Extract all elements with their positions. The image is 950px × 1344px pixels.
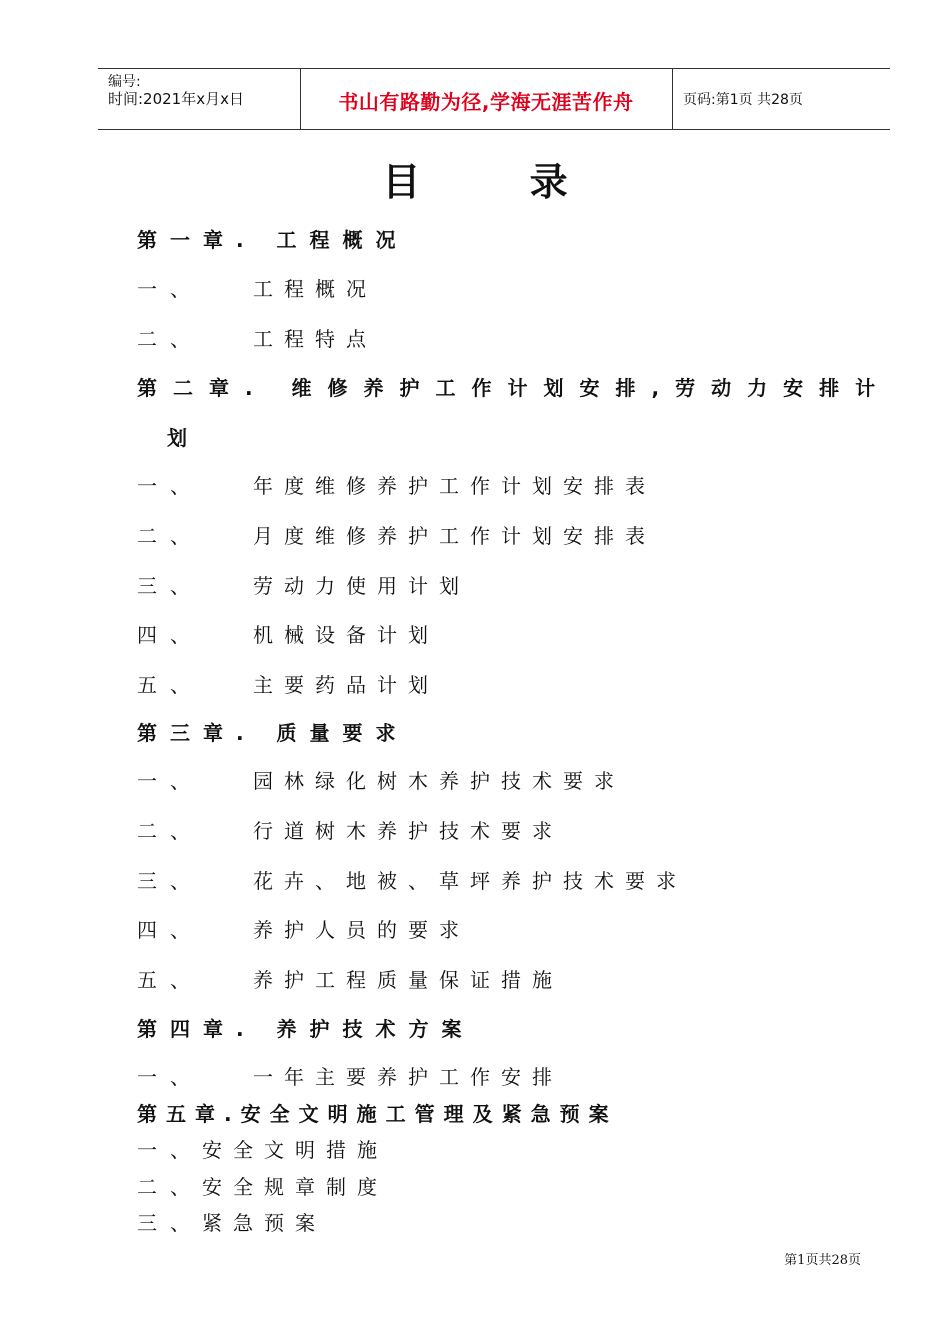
document-title: 目 录 (382, 159, 616, 204)
toc-item-number: 一、 (137, 1065, 203, 1089)
header-page-info: 页码:第1页 共28页 (683, 92, 803, 108)
toc-item-text: 养护人员的要求 (253, 918, 470, 942)
toc-item-number: 二、 (137, 327, 203, 351)
toc-item-text: 行道树木养护技术要求 (253, 819, 563, 843)
toc-item-text: 安全规章制度 (202, 1175, 388, 1199)
toc-item-text: 劳动力使用计划 (253, 574, 470, 598)
toc-item-number: 二、 (137, 819, 203, 843)
toc-item-number: 一、 (137, 1138, 203, 1162)
toc-item-number: 四、 (137, 918, 203, 942)
toc-item-text: 工程概况 (253, 277, 377, 301)
toc-item-text: 主要药品计划 (253, 673, 439, 697)
toc-item-number: 四、 (137, 623, 203, 647)
number-label: 编号: (108, 74, 141, 90)
toc-item-text: 花卉、地被、草坪养护技术要求 (253, 869, 687, 893)
toc-chapter-3[interactable]: 第三章. 质量要求 (137, 721, 409, 745)
toc-chapter-2[interactable]: 第二章. 维修养护工作计划安排,劳动力安排计 (137, 376, 892, 400)
toc-chapter-1[interactable]: 第一章. 工程概况 (137, 228, 409, 252)
toc-item-text: 安全文明措施 (202, 1138, 388, 1162)
time-label: 时间:2021年x月x日 (108, 90, 244, 108)
toc-item-text: 园林绿化树木养护技术要求 (253, 769, 625, 793)
toc-item-number: 五、 (137, 968, 203, 992)
toc-chapter-4[interactable]: 第四章. 养护技术方案 (137, 1017, 475, 1041)
toc-item-text: 一年主要养护工作安排 (253, 1065, 563, 1089)
toc-item-text: 工程特点 (253, 327, 377, 351)
toc-item-text: 机械设备计划 (253, 623, 439, 647)
toc-item-number: 一、 (137, 769, 203, 793)
toc-item-number: 一、 (137, 474, 203, 498)
toc-item-number: 三、 (137, 574, 203, 598)
toc-item-text: 月度维修养护工作计划安排表 (253, 524, 656, 548)
header-motto: 书山有路勤为径,学海无涯苦作舟 (338, 90, 634, 114)
toc-item-number: 五、 (137, 673, 203, 697)
toc-item-number: 二、 (137, 1175, 203, 1199)
toc-item-text: 紧急预案 (202, 1211, 326, 1235)
page-footer: 第1页共28页 (784, 1253, 861, 1268)
toc-chapter-2-continuation: 划 (167, 426, 187, 450)
toc-item-number: 二、 (137, 524, 203, 548)
toc-item-number: 三、 (137, 1211, 203, 1235)
toc-item-text: 年度维修养护工作计划安排表 (253, 474, 656, 498)
toc-item-number: 三、 (137, 869, 203, 893)
toc-item-number: 一、 (137, 277, 203, 301)
toc-item-text: 养护工程质量保证措施 (253, 968, 563, 992)
toc-chapter-5[interactable]: 第五章.安全文明施工管理及紧急预案 (137, 1102, 618, 1126)
